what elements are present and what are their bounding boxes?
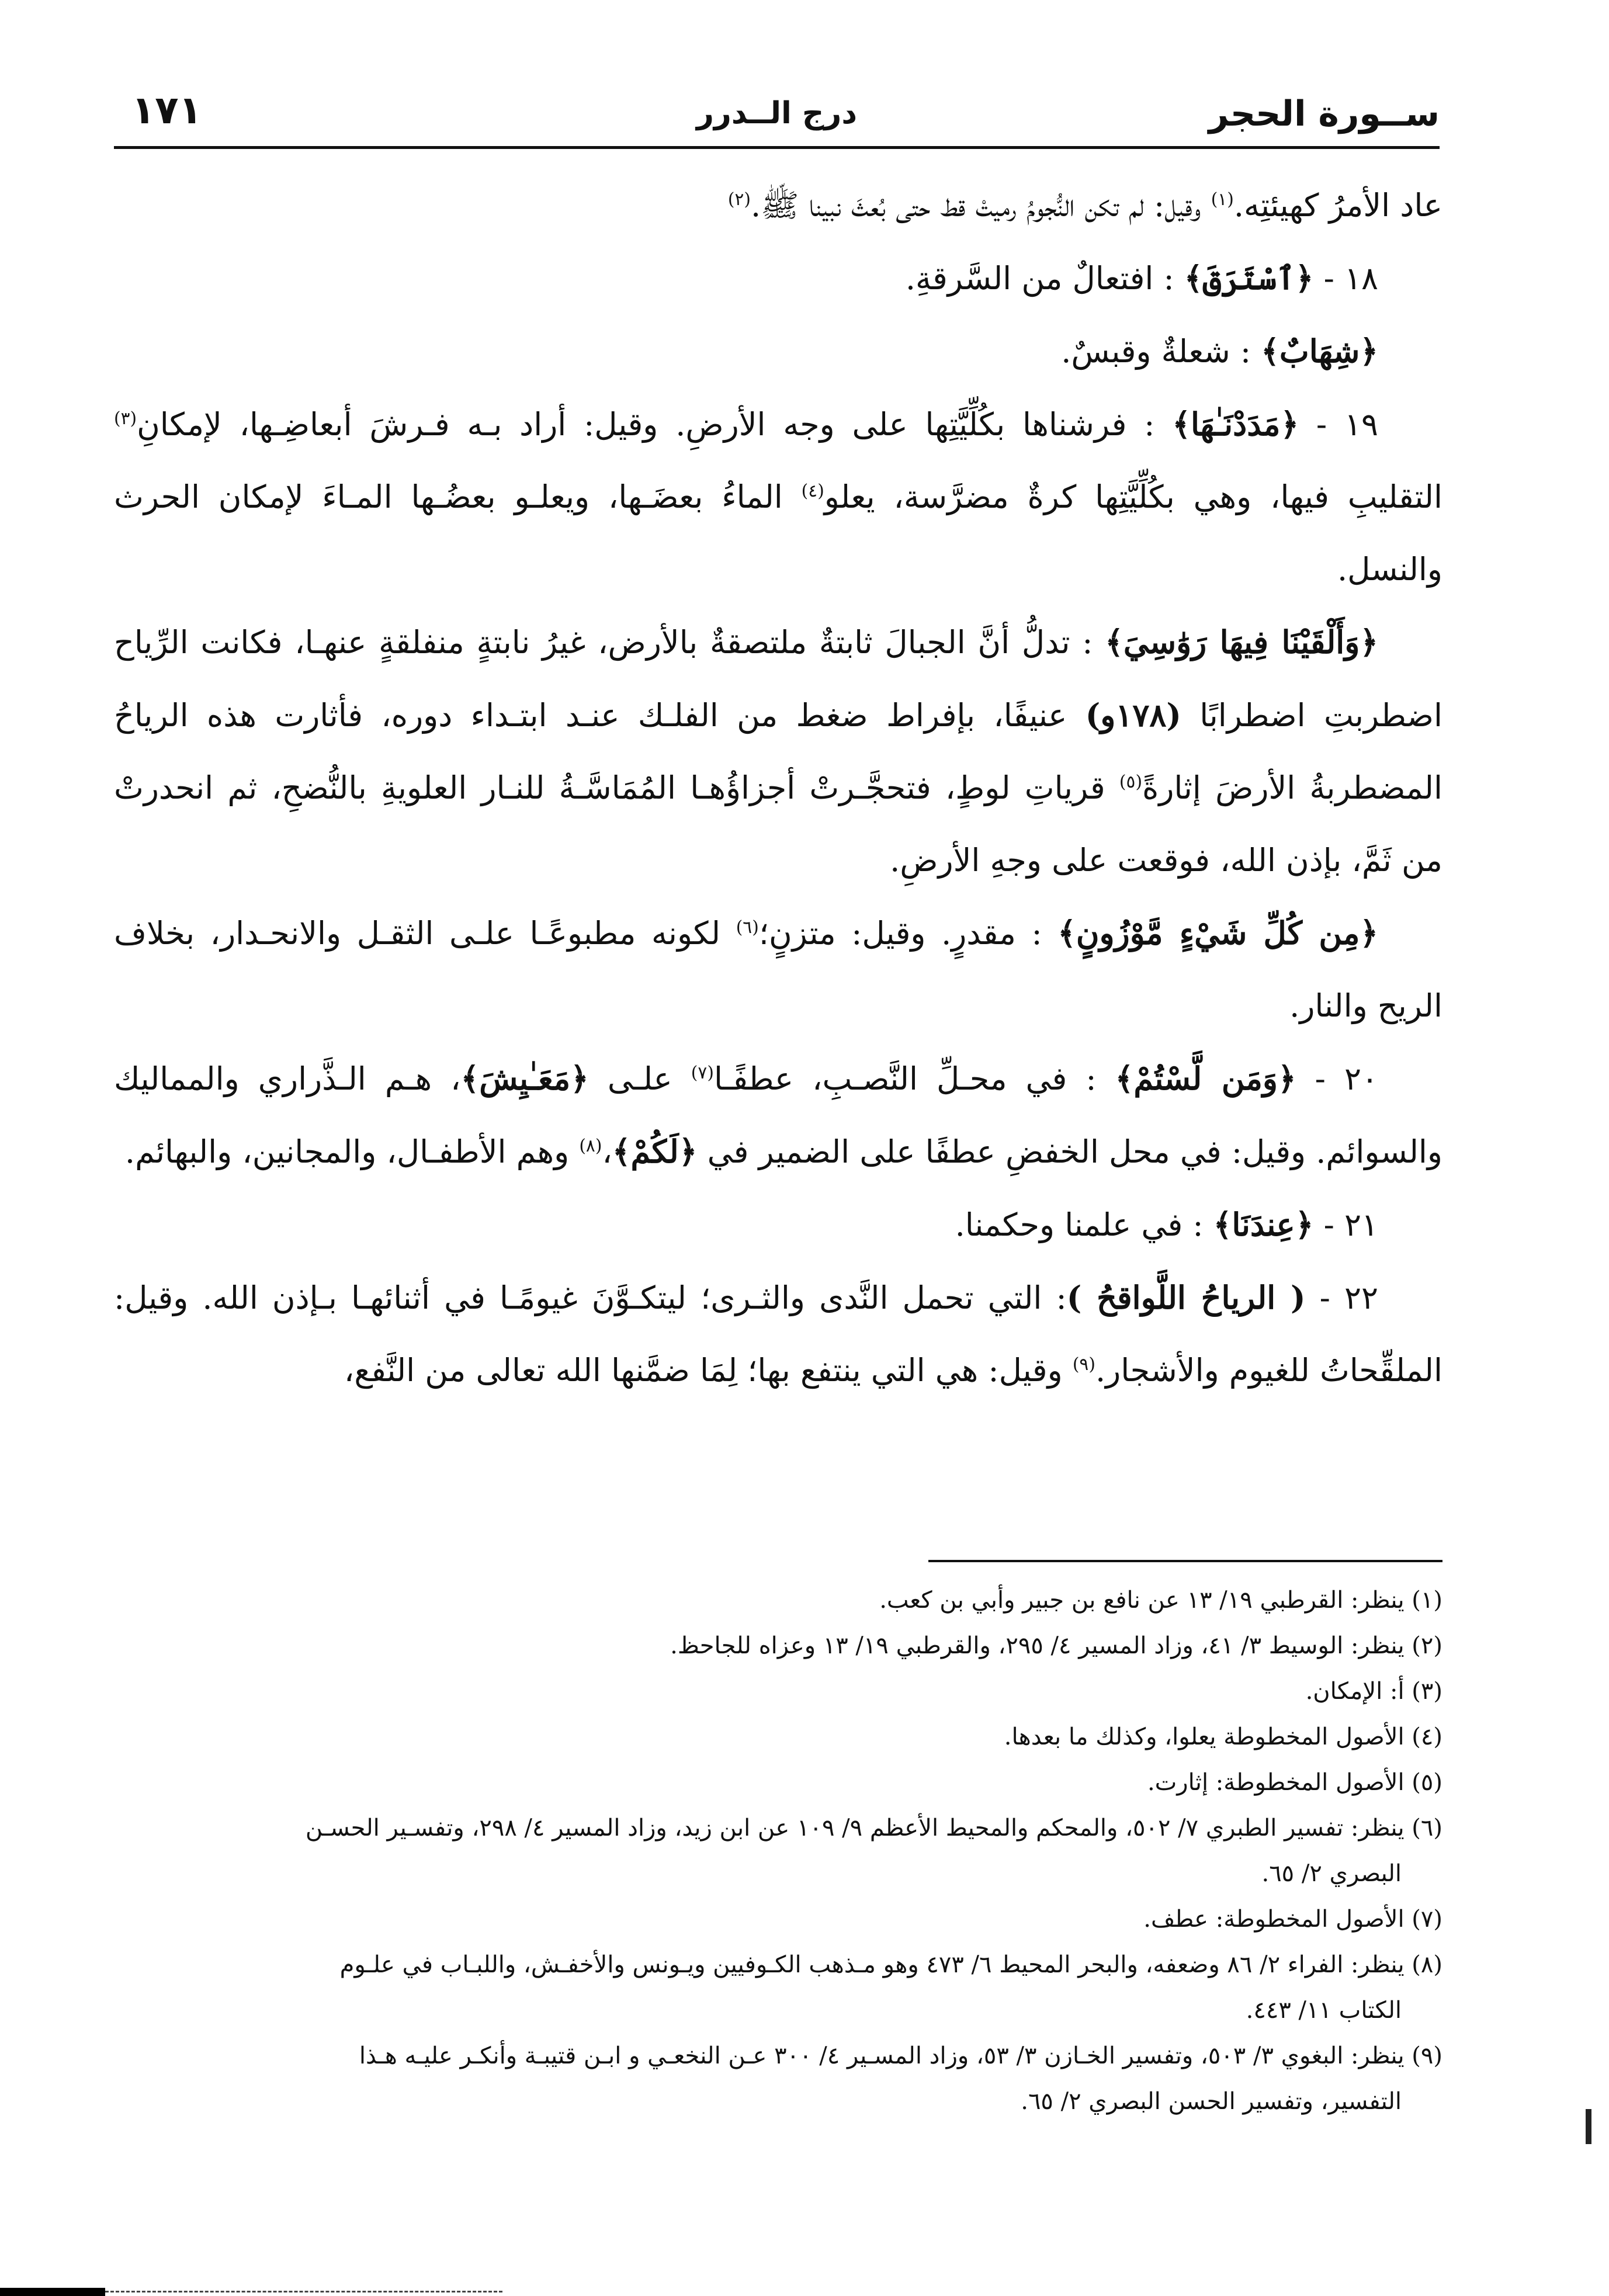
text-run: : في علمنا وحكمنا. xyxy=(955,1206,1213,1243)
footnote-separator xyxy=(928,1560,1442,1562)
paragraph-verse-22 xyxy=(114,1261,1442,1407)
text-run: علـى xyxy=(588,1060,691,1097)
verse-number: ١٩ - xyxy=(1299,406,1378,443)
text-run: وقيل: هي التي ينتفع بها؛ لِمَا ضمَّنها الله تعالى من النَّفع، xyxy=(344,1352,1073,1389)
text-run: : افتعالٌ من السَّرقةِ. xyxy=(905,260,1184,297)
footnote-ref-9: (٩) xyxy=(1072,1354,1095,1375)
text-run: عنيفًا، بإفراط ضغط من الفلـك عنـد ابتـداء دوره، فأثارت هذه الرياحُ المضطربةُ الأرضَ إثارةً xyxy=(114,697,1443,806)
quran-word: ﴿وَأَلْقَيْنَا فِيهَا رَوَٰسِيَ﴾ xyxy=(1105,623,1378,661)
text-run: ، هـم الـذَّراري والمماليك والسوائم. وقيل: في محل الخفضِ عطفًا على الضمير في xyxy=(114,1060,1442,1170)
paragraph-mawzun xyxy=(114,897,1442,1042)
paragraph-verse-18 xyxy=(114,242,1442,315)
footnote-8-continuation: الكتاب ١١/ ٤٤٣. xyxy=(1246,1997,1402,2024)
footnote-6: (٦) ينظر: تفسير الطبري ٧/ ٥٠٢، والمحكم والمحيط الأعظم ٩/ ١٠٩ عن ابن زيد، وزاد المسير ٤/ ٢٩٨، وتفسـير الحسـن xyxy=(305,1815,1442,1841)
footnote-3: (٣) أ: الإمكان. xyxy=(1305,1678,1442,1705)
salutation-glyph: ﷺ xyxy=(761,187,799,224)
text-run: لكونه مطبوعًـا علـى الثقـل والانحـدار، بخلاف الريح والنار. xyxy=(114,915,1442,1024)
footnotes xyxy=(114,1577,1442,2124)
footnote-ref-4: (٤) xyxy=(801,481,824,501)
paragraph-1 xyxy=(114,169,1442,242)
footnote-ref-6: (٦) xyxy=(736,917,759,938)
footnote-8: (٨) ينظر: الفراء ٢/ ٨٦ وضعفه، والبحر المحيط ٦/ ٤٧٣ وهو مـذهب الكـوفيين ويـونس والأخفـش، واللبـاب في علـوم xyxy=(339,1951,1442,1978)
quran-word: ﴿لَكُمْ﴾ xyxy=(612,1133,698,1170)
quran-word: ﴿مَدَدْنَـٰهَا﴾ xyxy=(1172,405,1299,443)
main-text xyxy=(114,169,1442,1407)
book-title: درج الــدرر xyxy=(696,96,858,131)
footnote-5: (٥) الأصول المخطوطة: إثارت. xyxy=(1147,1769,1442,1796)
text-run: عاد الأمرُ كهيئتِه. xyxy=(1233,187,1442,224)
footnote-6-continuation: البصري ٢/ ٦٥. xyxy=(1261,1860,1402,1887)
text-run: : تدلُّ أنَّ الجبالَ ثابتةٌ ملتصقةٌ بالأرض، غيرُ نابتةٍ منفلقةٍ عنهـا، فكانت الرِّياح اضطربتِ اضطرابًا xyxy=(114,624,1442,734)
footnote-7: (٧) الأصول المخطوطة: عطف. xyxy=(1143,1906,1442,1933)
paragraph-rawasi xyxy=(114,606,1442,897)
footnote-9-continuation: التفسير، وتفسير الحسن البصري ٢/ ٦٥. xyxy=(1021,2088,1402,2115)
text-run: ، xyxy=(602,1133,612,1170)
text-run: : مقدرٍ. وقيل: متزنٍ؛ xyxy=(758,915,1058,952)
quran-word: ﴿مَعَـٰيِشَ﴾ xyxy=(460,1060,589,1097)
text-run: وهم الأطفـال، والمجانين، والبهائم. xyxy=(124,1133,580,1170)
paragraph-shihab xyxy=(114,315,1442,388)
text-run: . xyxy=(751,187,761,224)
quran-word: ﴿شِهَابٌ﴾ xyxy=(1261,332,1378,370)
verse-number: ٢٠ - xyxy=(1296,1060,1378,1097)
verse-number: ٢١ - xyxy=(1313,1206,1378,1243)
footnote-ref-2: (٢) xyxy=(727,189,751,210)
footnote-ref-3: (٣) xyxy=(114,408,137,429)
running-header xyxy=(114,88,1440,149)
verse-number: ٢٢ - xyxy=(1305,1279,1378,1316)
verse-number: ١٨ - xyxy=(1313,260,1378,297)
quran-word: ( الرياحُ اللَّواقحُ ) xyxy=(1066,1279,1306,1316)
surah-title: ســورة الحجر xyxy=(1208,93,1440,134)
text-run: التقليبِ فيها، وهي بكُلِّيَّتِها كرةٌ مضرَّسة، يعلو xyxy=(824,478,1442,515)
text-run: : فرشناها بكُلِّيَّتِها على وجه الأرضِ. وقيل: أراد بـه فـرشَ أبعاضِـها، لإمكانِ xyxy=(137,406,1173,443)
text-run: وقيل: لم تكن النُّجومُ رميتْ قط حتى بُعثَ نبينا xyxy=(799,187,1211,224)
footnote-ref-1: (١) xyxy=(1211,189,1234,210)
quran-word: ﴿عِندَنَا﴾ xyxy=(1213,1206,1314,1243)
folio-marker: (١٧٨و) xyxy=(1085,696,1181,734)
text-run: قرياتِ لوطٍ، فتحجَّـرتْ أجزاؤُهـا المُمَاسَّـةُ للنـار العلويةِ بالنُّضحِ، ثم انحدرتْ من ثَمَّ، بإذن الله، فوقعت على وجهِ الأرضِ. xyxy=(114,769,1442,879)
footnote-4: (٤) الأصول المخطوطة يعلوا، وكذلك ما بعدها. xyxy=(1004,1723,1442,1750)
paragraph-verse-19 xyxy=(114,388,1442,606)
quran-word: ﴿مِن كُلِّ شَيْءٍ مَّوْزُونٍ﴾ xyxy=(1057,914,1379,952)
footnote-ref-8: (٨) xyxy=(579,1136,602,1156)
paragraph-verse-21 xyxy=(114,1188,1442,1261)
scan-edge-bar xyxy=(0,2288,105,2296)
scan-edge-mark xyxy=(1586,2109,1591,2144)
footnote-ref-7: (٧) xyxy=(691,1063,714,1083)
text-run: : في محـلِّ النَّصـبِ، عطفًـا xyxy=(713,1060,1115,1097)
paragraph-verse-20 xyxy=(114,1042,1442,1188)
footnote-9: (٩) ينظر: البغوي ٣/ ٥٠٣، وتفسير الخـازن ٣/ ٥٣، وزاد المسـير ٤/ ٣٠٠ عـن النخعـي و ابـن قتيبـة وأنكـر عليـه هـذا xyxy=(359,2042,1442,2069)
scan-edge-line xyxy=(105,2291,502,2292)
footnote-2: (٢) ينظر: الوسيط ٣/ ٤١، وزاد المسير ٤/ ٢٩٥، والقرطبي ١٩/ ١٣ وعزاه للجاحظ. xyxy=(670,1632,1442,1659)
text-run: : التي تحمل النَّدى والثـرى؛ ليتكـوَّنَ غيومًـا في أثنائهـا بـإذن الله. وقيل: الملقِّحاتُ للغيوم والأشجار. xyxy=(114,1279,1442,1389)
footnote-1: (١) ينظر: القرطبي ١٩/ ١٣ عن نافع بن جبير وأبي بن كعب. xyxy=(879,1587,1442,1614)
text-run: : شعلةٌ وقبسٌ. xyxy=(1061,333,1261,370)
quran-word: ﴿ٱسْتَرَقَ﴾ xyxy=(1184,259,1314,297)
quran-word: ﴿وَمَن لَّسْتُمْ﴾ xyxy=(1115,1060,1296,1097)
footnote-ref-5: (٥) xyxy=(1119,772,1143,792)
page-number: ١٧١ xyxy=(131,88,202,133)
text-run: الماءُ بعضَـها، ويعلـو بعضُـها المـاءَ لإمكان الحرث والنسل. xyxy=(114,478,1442,588)
